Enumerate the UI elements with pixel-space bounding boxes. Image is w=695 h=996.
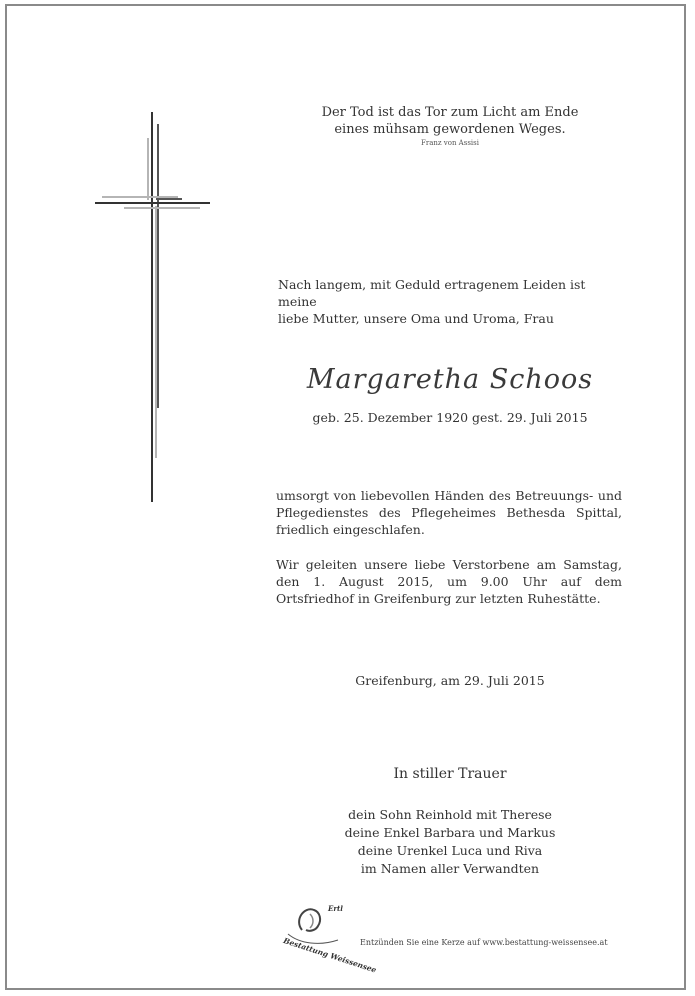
body-paragraph-1: umsorgt von liebevollen Händen des Betreuungs- und Pflegedienstes des Pflegeheimes Bethesda Spittal, friedlich eingeschlafen. <box>276 488 622 537</box>
quote-line-1: Der Tod ist das Tor zum Licht am Ende <box>321 105 579 120</box>
life-dates: geb. 25. Dezember 1920 gest. 29. Juli 2015 <box>312 410 588 425</box>
cross-icon <box>90 108 214 508</box>
body-paragraph-2: Wir geleiten unsere liebe Verstorbene am Samstag, den 1. August 2015, um 9.00 Uhr auf dem Ortsfriedhof in Greifenburg zur letzten Ruhestätte. <box>276 557 622 606</box>
mourning-heading: In stiller Trauer <box>393 766 507 782</box>
logo-text: Bestattung Weissensee <box>282 936 378 975</box>
intro-line-1: Nach langem, mit Geduld ertragenem Leiden ist meine <box>278 277 586 309</box>
place-date: Greifenburg, am 29. Juli 2015 <box>355 673 545 688</box>
quote <box>280 104 620 148</box>
quote-author: Franz von Assisi <box>420 139 479 147</box>
logo-ertl: Ertl <box>328 904 343 913</box>
family-line: im Namen aller Verwandten <box>360 861 540 876</box>
footer-text: Entzünden Sie eine Kerze auf www.bestattung-weissensee.at <box>360 938 608 947</box>
family-line: dein Sohn Reinhold mit Therese <box>348 807 552 822</box>
intro-text <box>278 276 624 327</box>
quote-line-2: eines mühsam gewordenen Weges. <box>334 122 566 137</box>
intro-line-2: liebe Mutter, unsere Oma und Uroma, Frau <box>278 311 554 326</box>
family-list <box>270 806 630 878</box>
family-line: deine Urenkel Luca und Riva <box>357 843 543 858</box>
deceased-name: Margaretha Schoos <box>306 364 594 395</box>
family-line: deine Enkel Barbara und Markus <box>344 825 556 840</box>
